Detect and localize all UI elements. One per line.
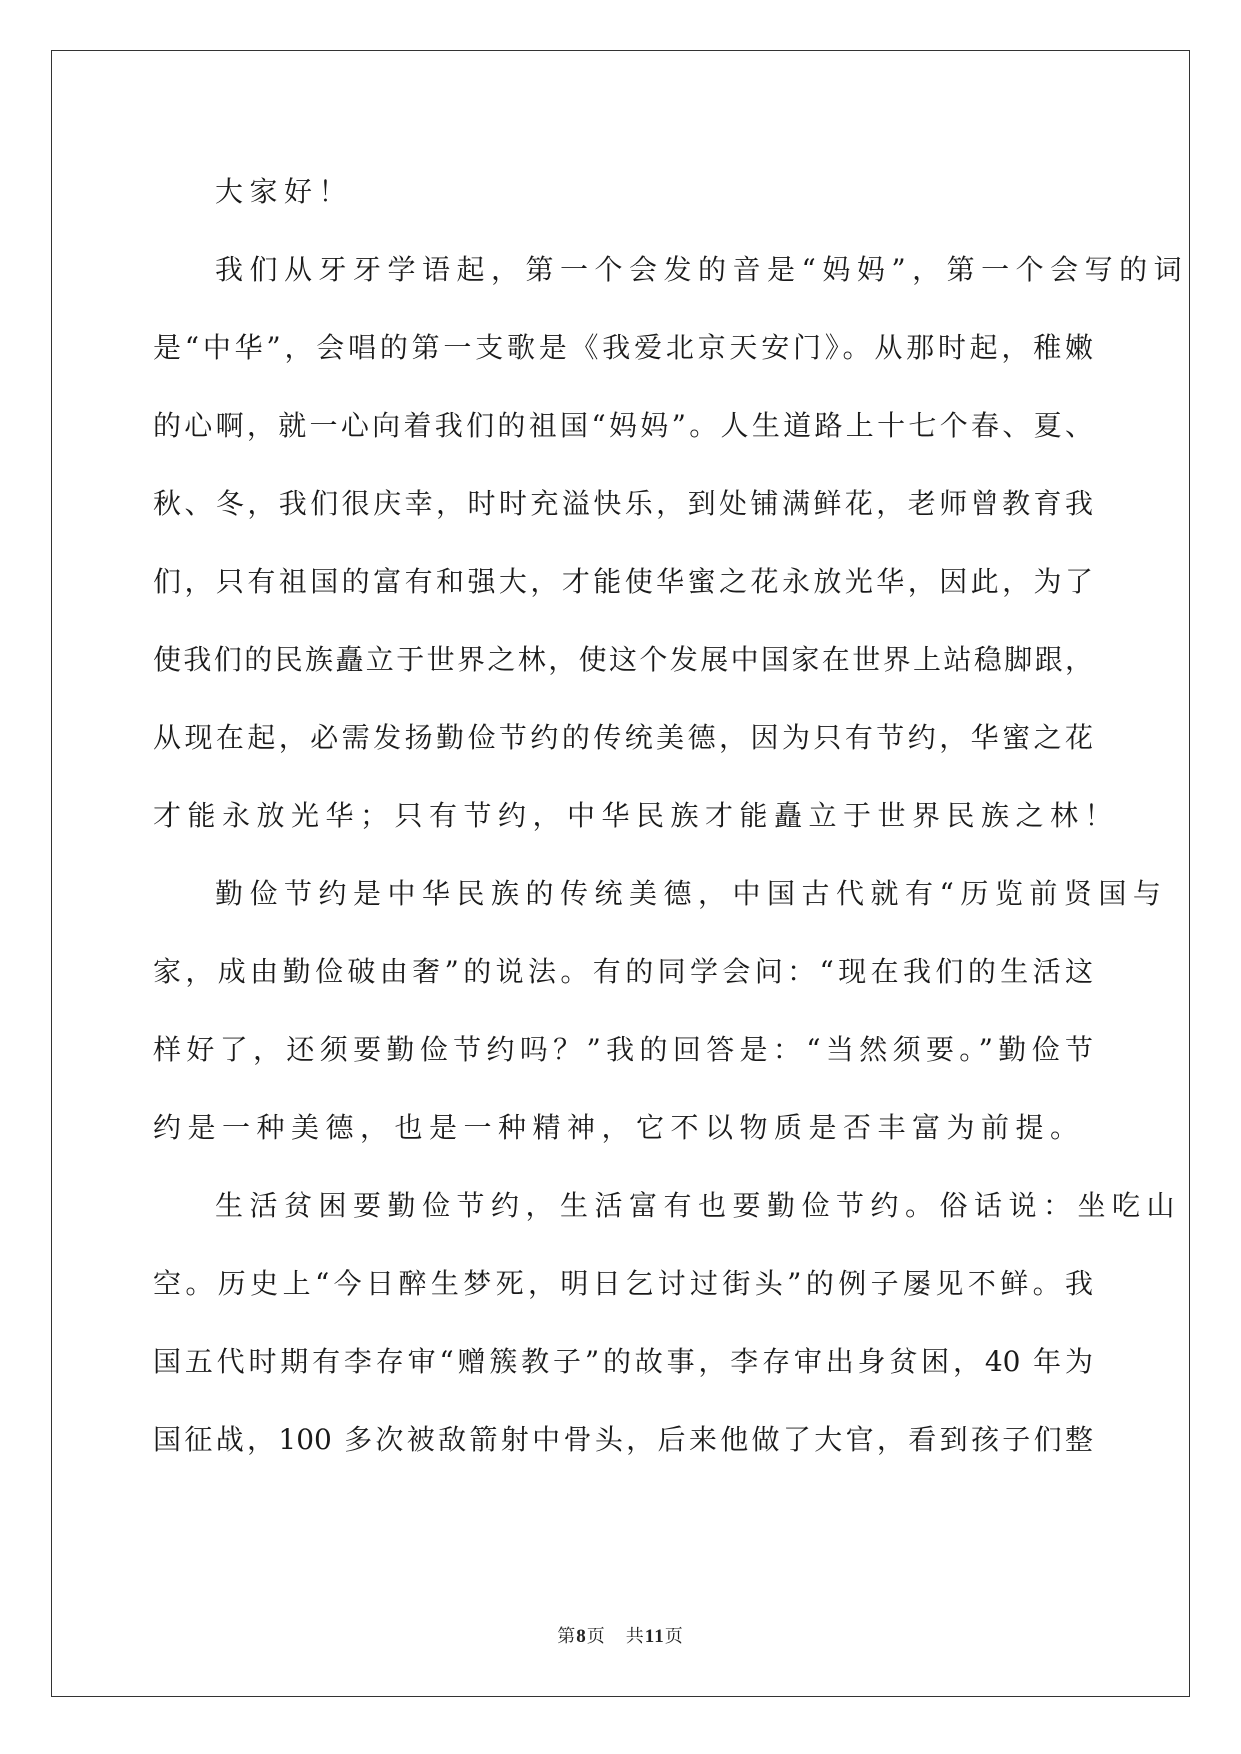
paragraph-2-line-1: 勤俭节约是中华民族的传统美德，中国古代就有“历览前贤国与 bbox=[215, 877, 1168, 910]
paragraph-1-line-8: 才能永放光华；只有节约，中华民族才能矗立于世界民族之林！ bbox=[153, 799, 1120, 832]
paragraph-2-line-3: 样好了，还须要勤俭节约吗？”我的回答是：“当然须要。”勤俭节 bbox=[153, 1033, 1093, 1066]
paragraph-1-line-2: 是“中华”，会唱的第一支歌是《我爱北京天安门》。从那时起，稚嫩 bbox=[153, 331, 1093, 364]
page-prefix: 第 bbox=[557, 1626, 577, 1647]
paragraph-2-line-2: 家，成由勤俭破由奢”的说法。有的同学会问：“现在我们的生活这 bbox=[153, 955, 1093, 988]
total-prefix: 共 bbox=[625, 1626, 645, 1647]
paragraph-3-line-2: 空。历史上“今日醉生梦死，明日乞讨过街头”的例子屡见不鲜。我 bbox=[153, 1267, 1093, 1300]
paragraph-1-line-1: 我们从牙牙学语起，第一个会发的音是“妈妈”，第一个会写的词 bbox=[215, 253, 1189, 286]
paragraph-3-line-4: 国征战，100 多次被敌箭射中骨头，后来他做了大官，看到孩子们整 bbox=[153, 1423, 1093, 1456]
document-body bbox=[153, 160, 1189, 1486]
paragraph-1-line-5: 们，只有祖国的富有和强大，才能使华蜜之花永放光华，因此，为了 bbox=[153, 565, 1093, 598]
greeting-line: 大家好！ bbox=[215, 175, 354, 208]
total-suffix: 页 bbox=[664, 1626, 684, 1647]
paragraph-3-line-3: 国五代时期有李存审“赠簇教子”的故事，李存审出身贫困，40 年为 bbox=[153, 1345, 1093, 1378]
page-suffix: 页 bbox=[586, 1626, 606, 1647]
total-pages: 11 bbox=[644, 1626, 665, 1647]
paragraph-1-line-3: 的心啊，就一心向着我们的祖国“妈妈”。人生道路上十七个春、夏、 bbox=[153, 409, 1093, 442]
page-number: 8 bbox=[576, 1626, 587, 1647]
paragraph-3-line-1: 生活贫困要勤俭节约，生活富有也要勤俭节约。俗话说：坐吃山 bbox=[215, 1189, 1182, 1222]
paragraph-2-line-4: 约是一种美德，也是一种精神，它不以物质是否丰富为前提。 bbox=[153, 1111, 1085, 1144]
paragraph-1-line-4: 秋、冬，我们很庆幸，时时充溢快乐，到处铺满鲜花，老师曾教育我 bbox=[153, 487, 1093, 520]
page-footer bbox=[0, 1622, 1241, 1648]
paragraph-1-line-6: 使我们的民族矗立于世界之林，使这个发展中国家在世界上站稳脚跟， bbox=[153, 643, 1093, 676]
paragraph-1-line-7: 从现在起，必需发扬勤俭节约的传统美德，因为只有节约，华蜜之花 bbox=[153, 721, 1093, 754]
